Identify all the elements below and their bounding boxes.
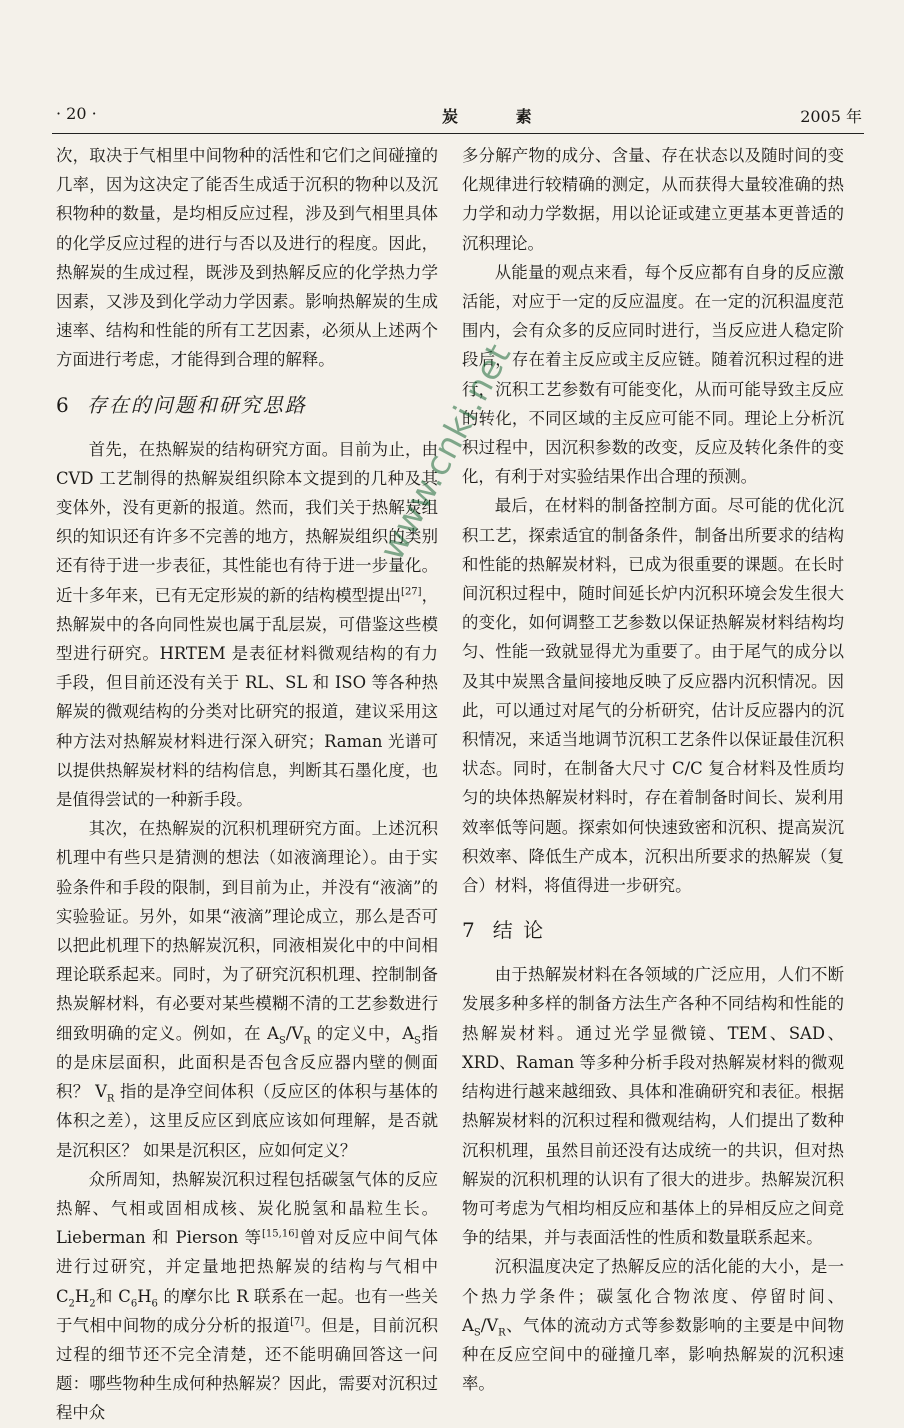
journal-title: 炭 素 xyxy=(442,107,558,126)
paragraph: 次，取决于气相里中间物种的活性和它们之间碰撞的几率，因为这决定了能否生成适于沉积的物种以及沉积物种的数量，是均相反应过程，涉及到气相里具体的化学反应过程的进行与否以及进行的程度。因此，热解炭的生成过程，既涉及到热解反应的化学热力学因素，又涉及到化学动力学因素。影响热解炭的生成速率、结构和性能的所有工艺因素，必须从上述两个方面进行考虑，才能得到合理的解释。 xyxy=(56,146,438,370)
text-run: 沉积温度决定了热解反应的活化能的大小，是一个热力学条件；碳氢化合物浓度、停留时间、A xyxy=(462,1257,844,1335)
paragraph xyxy=(56,814,438,1164)
paragraph xyxy=(462,1252,844,1398)
text-run: 和 C xyxy=(95,1286,131,1306)
paragraph: 从能量的观点来看，每个反应都有自身的反应激活能，对应于一定的反应温度。在一定的沉积温度范围内，会有众多的反应同时进行，当反应进人稳定阶段后，存在着主反应或主反应链。随着沉积过程的进行，沉积工艺参数有可能变化，从而可能导致主反应的转化，不同区域的主反应可能不同。理论上分析沉积过程中，因沉积参数的改变，反应及转化条件的变化，有利于对实验结果作出合理的预测。 xyxy=(462,262,844,487)
text-run: /V xyxy=(285,1023,304,1043)
text-run: 众所周知，热解炭沉积过程包括碳氢气体的反应热解、气相或固相成核、炭化脱氢和晶粒生长。Lieberman 和 Pierson 等 xyxy=(56,1169,438,1248)
paragraph: 最后，在材料的制备控制方面。尽可能的优化沉积工艺，探索适宜的制备条件，制备出所要求的结构和性能的热解炭材料，已成为很重要的课题。在长时间沉积过程中，随时间延长炉内沉积环境会发生很大的变化，如何调整工艺参数以保证热解炭材料结构均匀、性能一致就显得尤为重要了。由于尾气的成分以及其中炭黑含量间接地反映了反应器内沉积情况。因此，可以通过对尾气的分析研究，估计反应器内的沉积情况，来适当地调节沉积工艺条件以保证最佳沉积状态。同时，在制备大尺寸 C/C 复合材料及性质均匀的块体热解炭材料时，存在着制备时间长、炭利用效率低等问题。探索如何快速致密和沉积、提高炭沉积效率、降低生产成本，沉积出所要求的热解炭（复合）材料，将值得进一步研究。 xyxy=(462,496,844,896)
section-number: 7 xyxy=(462,918,477,943)
section-title: 结 论 xyxy=(492,918,546,943)
subscript: 6 xyxy=(130,1297,138,1309)
section-heading-6 xyxy=(56,375,438,435)
subscript: R xyxy=(106,1093,115,1105)
paragraph: 由于热解炭材料在各领域的广泛应用，人们不断发展多种多样的制备方法生产各种不同结构和性能的热解炭材料。通过光学显微镜、TEM、SAD、XRD、Raman 等多种分析手段对热解炭材料的微观结构进行越来越细致、具体和准确研究和表征。根据热解炭材料的沉积过程和微观结构，人们提出了数种沉积机理，虽然目前还没有达成统一的共识，但对热解炭的沉积机理的认识有了很大的进步。热解炭沉积物可考虑为气相均相反应和基体上的异相反应之间竞争的结果，并与表面活性的性质和数量联系起来。 xyxy=(462,965,844,1248)
subscript: 2 xyxy=(89,1297,96,1309)
section-heading-7 xyxy=(462,900,844,960)
section-title: 存在的问题和研究思路 xyxy=(86,392,307,417)
subscript: S xyxy=(473,1327,481,1338)
left-column xyxy=(56,141,438,1428)
text-run: 的定义中，A xyxy=(310,1023,415,1043)
text-run: 指的是床层面积，此面积是否包含反应器内壁的侧面积？ V xyxy=(56,1023,439,1102)
citation: [27] xyxy=(401,586,422,598)
subscript: 2 xyxy=(68,1297,75,1309)
citation: [7] xyxy=(290,1316,305,1328)
header-rule xyxy=(52,133,864,134)
paragraph: 多分解产物的成分、含量、存在状态以及随时间的变化规律进行较精确的测定，从而获得大量较准确的热力学和动力学数据，用以论证或建立更基本更普适的沉积理论。 xyxy=(462,146,844,253)
text-run: 曾对反应中间气体进行过研究，并定量地把热解炭的结构与气相中 C xyxy=(56,1228,438,1306)
subscript: S xyxy=(414,1034,421,1046)
paragraph xyxy=(56,1165,438,1428)
citation: [15,16] xyxy=(262,1228,299,1240)
subscript: R xyxy=(498,1327,506,1338)
watermark: www.cnki.net xyxy=(372,336,520,567)
subscript: 6 xyxy=(151,1297,158,1309)
text-run: 、气体的流动方式等参数影响的主要是中间物种在反应空间中的碰撞几率，影响热解炭的沉积速率。 xyxy=(462,1315,844,1394)
section-number: 6 xyxy=(56,392,71,417)
text-run: ，热解炭中的各向同性炭也属于乱层炭，可借鉴这些模型进行研究。HRTEM 是表征材料微观结构的有力手段，但目前还没有关于 RL、SL 和 ISO 等各种热解炭的微观结构的分类对比研究的报道，建议采用这种方法对热解炭材料进行深入研究；Raman 光谱可以提供热解炭材料的结构信息，判断其石墨化度，也是值得尝试的一种新手段。 xyxy=(56,585,439,810)
paragraph xyxy=(56,435,438,815)
right-column xyxy=(462,141,844,1398)
text-run: /V xyxy=(480,1315,499,1335)
page-number: · 20 · xyxy=(56,104,97,123)
text-run: H xyxy=(137,1286,152,1306)
text-run: 其次，在热解炭的沉积机理研究方面。上述沉积机理中有些只是猜测的想法（如液滴理论）。由于实验条件和手段的限制，到目前为止，并没有“液滴”的实验验证。另外，如果“液滴”理论成立，那么是否可以把此机理下的热解炭沉积，同液相炭化中的中间相理论联系起来。同时，为了研究沉积机理、控制制备热炭解材料，有必要对某些模糊不清的工艺参数进行细致明确的定义。例如，在 A xyxy=(56,819,438,1043)
subscript: R xyxy=(303,1034,311,1046)
issue-year: 2005 年 xyxy=(800,107,862,126)
text-run: 首先，在热解炭的结构研究方面。目前为止，由CVD 工艺制得的热解炭组织除本文提到的几种及其变体外，没有更新的报道。然而，我们关于热解炭组织的知识还有许多不完善的地方，热解炭组织的类别还有待于进一步表征，其性能也有待于进一步量化。近十多年来，已有无定形炭的新的结构模型提出 xyxy=(56,439,438,605)
text-run: 指的是净空间体积（反应区的体积与基体的体积之差），这里反应区到底应该如何理解，是否就是沉积区？ 如果是沉积区，应如何定义？ xyxy=(56,1082,438,1160)
text-run: 的摩尔比 R 联系在一起。也有一些关于气相中间物的成分分析的报道 xyxy=(56,1286,438,1335)
running-header xyxy=(52,100,862,130)
text-run: H xyxy=(74,1286,90,1306)
subscript: S xyxy=(279,1034,286,1046)
text-run: 。但是，目前沉积过程的细节还不完全清楚，还不能明确回答这一问题：哪些物种生成何种热解炭？因此，需要对沉积过程中众 xyxy=(56,1315,439,1423)
